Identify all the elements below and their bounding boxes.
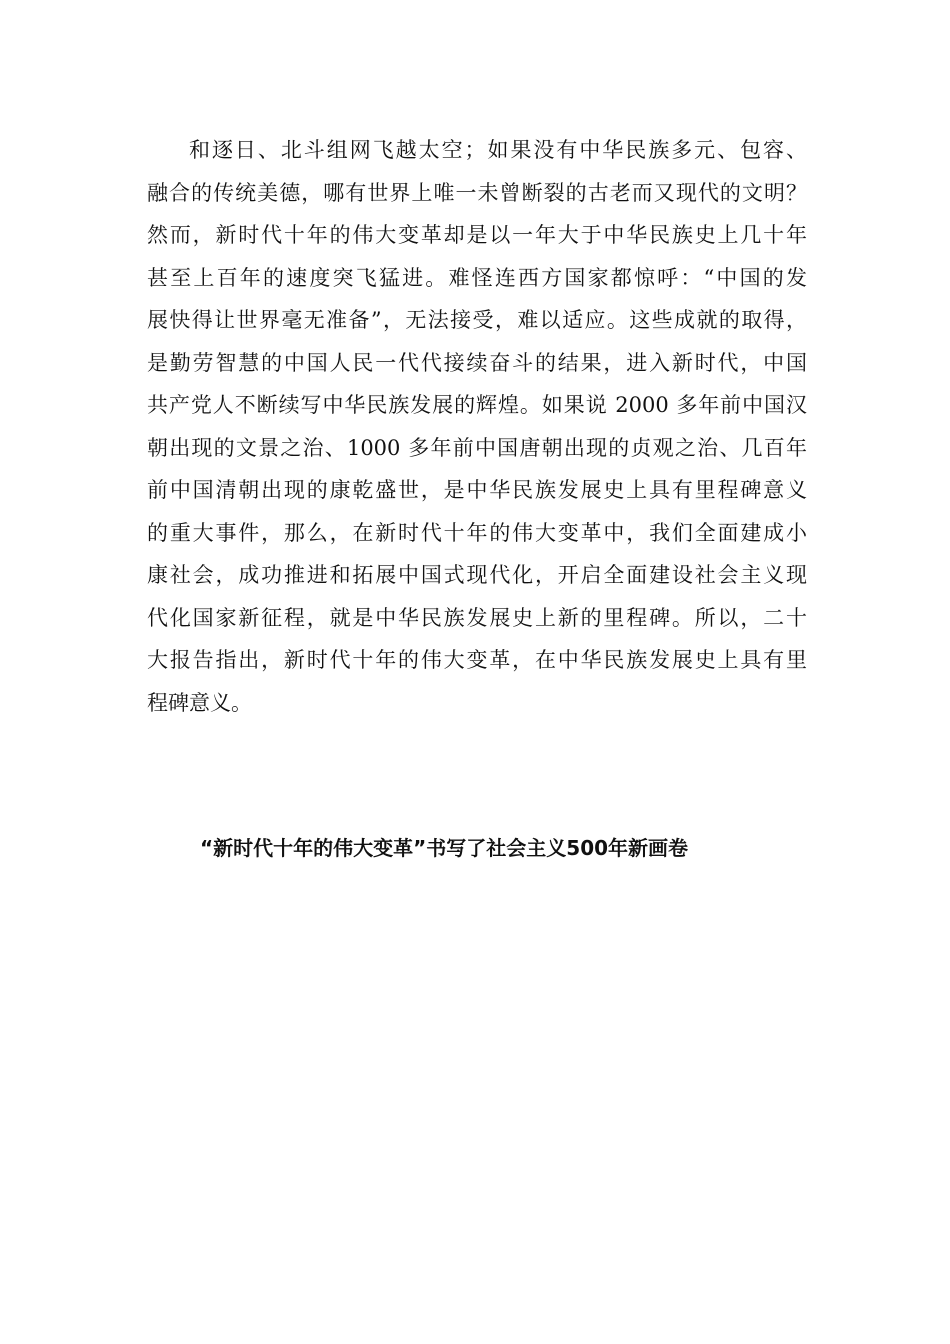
section-heading: “新时代十年的伟大变革”书写了社会主义500年新画卷 bbox=[200, 836, 689, 860]
paragraph-line: 前中国清朝出现的康乾盛世，是中华民族发展史上具有里程碑意义 bbox=[147, 478, 807, 502]
paragraph-line: 康社会，成功推进和拓展中国式现代化，开启全面建设社会主义现 bbox=[147, 563, 807, 587]
paragraph-line: 程碑意义。 bbox=[147, 690, 252, 715]
paragraph-line: 和逐日、北斗组网飞越太空；如果没有中华民族多元、包容、 bbox=[189, 138, 807, 162]
paragraph-line: 是勤劳智慧的中国人民一代代接续奋斗的结果，进入新时代，中国 bbox=[147, 350, 807, 375]
paragraph-line: 然而，新时代十年的伟大变革却是以一年大于中华民族史上几十年 bbox=[147, 223, 807, 247]
paragraph-line: 代化国家新征程，就是中华民族发展史上新的里程碑。所以，二十 bbox=[147, 605, 807, 630]
paragraph-line: 融合的传统美德，哪有世界上唯一未曾断裂的古老而又现代的文明？ bbox=[147, 180, 807, 205]
paragraph-line: 朝出现的文景之治、1000 多年前中国唐朝出现的贞观之治、几百年 bbox=[147, 435, 807, 460]
paragraph-line: 大报告指出，新时代十年的伟大变革，在中华民族发展史上具有里 bbox=[147, 648, 807, 672]
paragraph-line: 的重大事件，那么，在新时代十年的伟大变革中，我们全面建成小 bbox=[147, 520, 807, 545]
paragraph-line: 展快得让世界毫无准备”，无法接受，难以适应。这些成就的取得， bbox=[147, 308, 807, 332]
paragraph-line: 共产党人不断续写中华民族发展的辉煌。如果说 2000 多年前中国汉 bbox=[147, 393, 807, 417]
body-paragraph bbox=[147, 129, 807, 724]
paragraph-line: 甚至上百年的速度突飞猛进。难怪连西方国家都惊呼：“中国的发 bbox=[147, 265, 807, 290]
